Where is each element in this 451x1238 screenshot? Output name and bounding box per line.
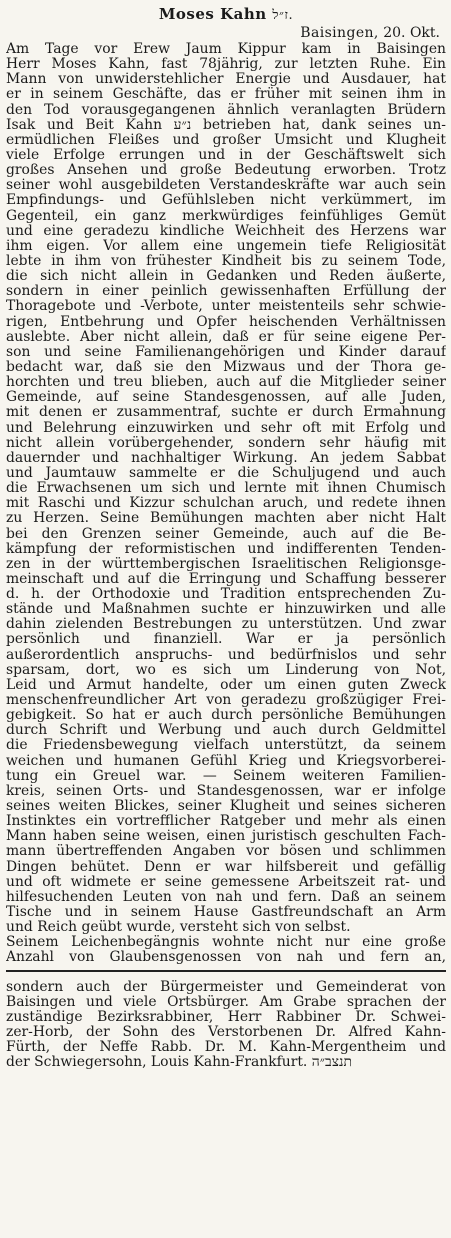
text-line: Mann haben seine weisen, einen juristisch geschulten Fach- xyxy=(6,829,446,845)
text-line: die sich nicht allein in Gedanken und Reden äußerte, xyxy=(6,269,446,285)
text-line: Gemeinde, auf seine Standesgenossen, auf alle Juden, xyxy=(6,390,446,406)
text-line: stände und Maßnahmen suchte er hinzuwirken und alle xyxy=(6,602,446,618)
text-line: ihm eigen. Vor allem eine ungemein tiefe Religiosität xyxy=(6,238,446,254)
text-line: und oft widmete er seine gemessene Arbeitszeit rat- und xyxy=(6,874,446,890)
text-line: persönlich und finanziell. War er ja persönlich xyxy=(6,632,446,648)
text-line: Baisingen und viele Ortsbürger. Am Grabe sprachen der xyxy=(6,994,446,1010)
text-line: sondern in einer peinlich gewissenhaften Erfüllung der xyxy=(6,284,446,300)
text-line: Herr Moses Kahn, fast 78jährig, zur letzten Ruhe. Ein xyxy=(6,57,446,73)
text-line: dauernder und nachhaltiger Wirkung. An jedem Sabbat xyxy=(6,450,446,466)
hebrew-honorific: ז״ל. xyxy=(272,8,294,23)
text-line: zu Herzen. Seine Bemühungen machten aber nicht Halt xyxy=(6,511,446,527)
text-line: dahin zielenden Bestrebungen zu unterstützen. Und zwar xyxy=(6,617,446,633)
text-line: sondern auch der Bürgermeister und Gemeinderat von xyxy=(6,979,446,995)
dateline-date: 20. Okt. xyxy=(383,25,440,41)
article-body xyxy=(6,42,446,966)
dateline-place: Baisingen, xyxy=(300,25,379,41)
text-line: Am Tage vor Erew Jaum Kippur kam in Baisingen xyxy=(6,42,446,57)
text-line: gebigkeit. So hat er auch durch persönliche Bemühungen xyxy=(6,708,446,724)
text-line: nicht allein vorübergehender, sondern sehr häufig mit xyxy=(6,435,446,451)
text-line: Thoragebote und -Verbote, unter meistenteils sehr schwie- xyxy=(6,299,446,315)
text-line: seines weiten Blickes, seiner Klugheit und seines sicheren xyxy=(6,799,446,815)
text-line: der Schwiegersohn, Louis Kahn-Frankfurt. תנצב״ה xyxy=(6,1055,352,1071)
text-line: ermüdlichen Fleißes und großer Umsicht und Klugheit xyxy=(6,132,446,148)
text-line: rigen, Entbehrung und Opfer heischenden Verhältnissen xyxy=(6,314,446,330)
continuation-body xyxy=(6,976,446,1071)
text-line: menschenfreundlicher Art von geradezu großzügiger Frei- xyxy=(6,693,446,709)
text-line: horchten und treu blieben, auch auf die Mitglieder seiner xyxy=(6,375,446,391)
text-line: mann übertreffenden Angaben vor bösen und schlimmen xyxy=(6,844,446,860)
text-line: tung ein Greuel war. — Seinem weiteren Familien- xyxy=(6,768,446,784)
text-line: und eine geradezu kindliche Weichheit des Herzens war xyxy=(6,223,446,239)
text-line: Isak und Beit Kahn נ״ע betrieben hat, dank seines un- xyxy=(6,117,446,133)
text-line: Leid und Armut handelte, oder um einen guten Zweck xyxy=(6,677,446,693)
text-line: meinschaft und auf die Erringung und Schaffung besserer xyxy=(6,571,446,587)
text-line: Mann von unwiderstehlicher Energie und Ausdauer, hat xyxy=(6,72,446,88)
text-line: außerordentlich anspruchs- und bedürfnislos und sehr xyxy=(6,647,446,663)
text-line: Dingen behütet. Denn er war hilfsbereit und gefällig xyxy=(6,859,446,875)
text-line: Gegenteil, ein ganz merkwürdiges feinfühliges Gemüt xyxy=(6,208,446,224)
obituary-title xyxy=(6,4,446,24)
text-line: weichen und humanen Gefühl Krieg und Kriegsvorberei- xyxy=(6,753,446,769)
text-line: seiner wohl ausgebildeten Verstandeskräfte war auch sein xyxy=(6,178,446,194)
text-line: viele Erfolge errungen und in der Geschäftswelt sich xyxy=(6,147,446,163)
text-line: Seinem Leichenbegängnis wohnte nicht nur eine große xyxy=(6,935,446,951)
text-line: Fürth, der Neffe Rabb. Dr. M. Kahn-Mergentheim und xyxy=(6,1040,446,1056)
text-line: kämpfung der reformistischen und indifferenten Tenden- xyxy=(6,541,446,557)
section-divider xyxy=(6,970,446,972)
text-line: großes Ansehen und große Bedeutung erworben. Trotz xyxy=(6,163,446,179)
text-line: durch Schrift und Werbung und auch durch Geldmittel xyxy=(6,723,446,739)
text-line: son und seine Familienangehörigen und Kinder darauf xyxy=(6,344,446,360)
text-line: Empfindungs- und Gefühlsleben nicht verkümmert, im xyxy=(6,193,446,209)
text-line: auslebte. Aber nicht allein, daß er für seine eigene Per- xyxy=(6,329,446,345)
text-line: mit Raschi und Kizzur schulchan aruch, und redete ihnen xyxy=(6,496,446,512)
text-line: die Erwachsenen um sich und lernte mit ihnen Chumisch xyxy=(6,481,446,497)
text-line: und Reich geübt wurde, versteht sich von selbst. xyxy=(6,920,351,936)
text-line: zen in der württembergischen Israelitischen Religionsge- xyxy=(6,556,446,572)
text-line: Instinktes ein vortrefflicher Ratgeber und mehr als einen xyxy=(6,814,446,830)
text-line: zer-Horb, der Sohn des Verstorbenen Dr. Alfred Kahn- xyxy=(6,1025,446,1040)
text-line: bedacht war, daß sie den Mizwaus und der Thora ge- xyxy=(6,359,446,375)
text-line: er in seinem Geschäfte, das er früher mit seinen ihm in xyxy=(6,87,446,103)
text-line: bei den Grenzen seiner Gemeinde, auch auf die Be- xyxy=(6,526,446,542)
text-line: die Friedensbewegung vielfach unterstützt, da seinem xyxy=(6,738,446,754)
text-line: lebte in ihm von frühester Kindheit bis zu seinem Tode, xyxy=(6,253,446,269)
text-line: den Tod vorausgegangenen ähnlich veranlagten Brüdern xyxy=(6,102,446,118)
text-line: sparsam, dort, wo es sich um Linderung von Not, xyxy=(6,662,446,678)
dateline xyxy=(6,24,446,42)
text-line: Tische und in seinem Hause Gastfreundschaft an Arm xyxy=(6,905,446,921)
text-line: d. h. der Orthodoxie und Tradition entsprechenden Zu- xyxy=(6,587,446,603)
text-line: hilfesuchenden Leuten von nah und fern. Daß an seinem xyxy=(6,889,446,905)
text-line: und Jaumtauw sammelte er die Schuljugend und auch xyxy=(6,465,446,481)
text-line: zuständige Bezirksrabbiner, Herr Rabbiner Dr. Schwei- xyxy=(6,1009,446,1025)
text-line: mit denen er zusammentraf, suchte er durch Ermahnung xyxy=(6,405,446,421)
text-line: Anzahl von Glaubensgenossen von nah und fern an, xyxy=(6,950,446,966)
text-line: kreis, seinen Orts- und Standesgenossen, war er infolge xyxy=(6,783,446,799)
deceased-name: Moses Kahn xyxy=(158,5,267,23)
text-line: und Belehrung einzuwirken und sehr oft mit Erfolg und xyxy=(6,420,446,436)
